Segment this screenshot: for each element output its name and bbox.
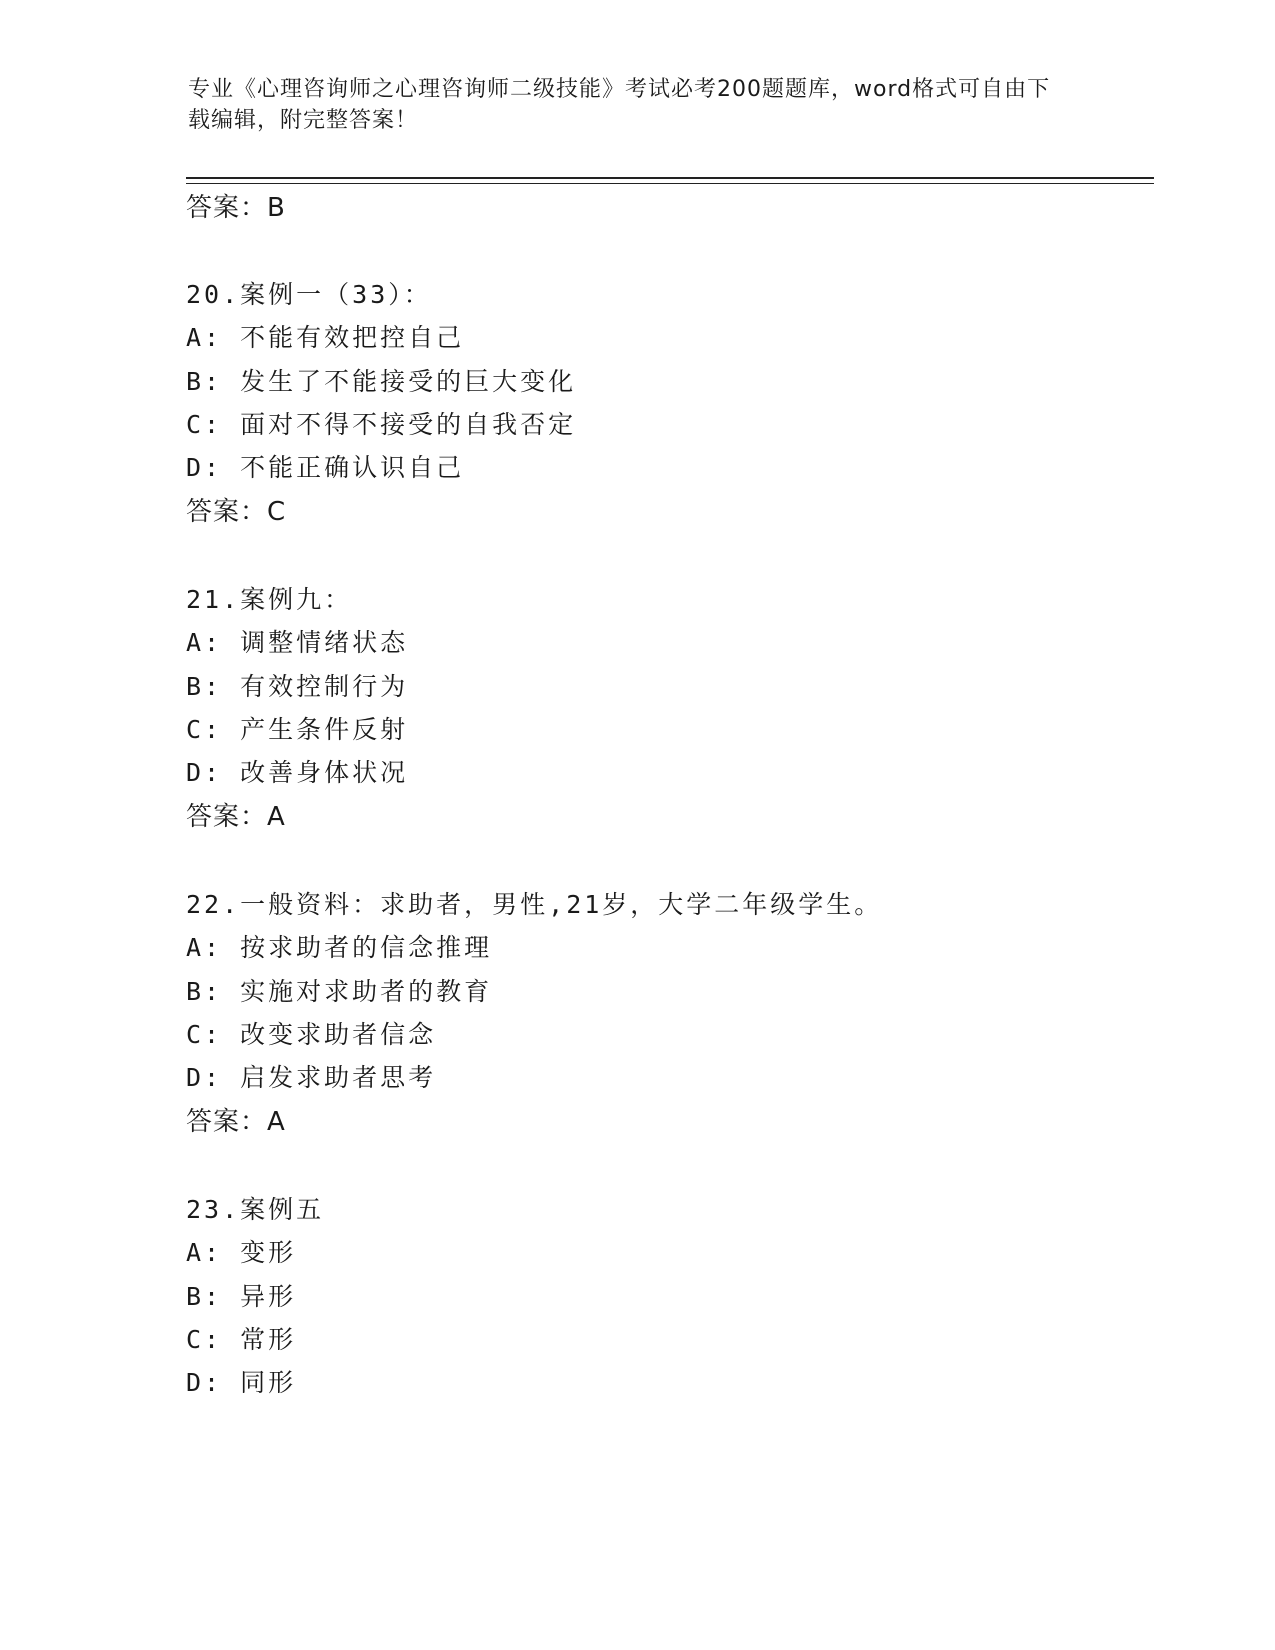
question-stem: 23.案例五 <box>186 1195 325 1224</box>
option-c: C: 面对不得不接受的自我否定 <box>186 410 577 439</box>
option-a: A: 调整情绪状态 <box>186 628 409 657</box>
option-d: D: 改善身体状况 <box>186 758 409 787</box>
question-stem: 20.案例一（33）： <box>186 280 432 309</box>
document-header: 专业《心理咨询师之心理咨询师二级技能》考试必考200题题库，word格式可自由下载编辑，附完整答案！ <box>188 77 1051 133</box>
question-stem: 22.一般资料：求助者，男性,21岁，大学二年级学生。 <box>186 890 883 919</box>
option-c: C: 改变求助者信念 <box>186 1020 437 1049</box>
option-d: D: 同形 <box>186 1368 297 1397</box>
question-stem: 21.案例九： <box>186 585 353 614</box>
option-c: C: 常形 <box>186 1325 297 1354</box>
option-a: A: 变形 <box>186 1238 297 1267</box>
option-d: D: 启发求助者思考 <box>186 1063 437 1092</box>
option-b: B: 有效控制行为 <box>186 672 409 701</box>
header-divider-thick <box>186 177 1154 179</box>
option-b: B: 异形 <box>186 1282 297 1311</box>
answer-label: 答案：A <box>186 1107 286 1137</box>
option-a: A: 不能有效把控自己 <box>186 323 465 352</box>
answer-label: 答案：C <box>186 497 287 527</box>
option-d: D: 不能正确认识自己 <box>186 453 465 482</box>
option-c: C: 产生条件反射 <box>186 715 409 744</box>
answer-label: 答案：B <box>186 193 286 223</box>
header-divider-thin <box>186 183 1154 184</box>
option-a: A: 按求助者的信念推理 <box>186 933 493 962</box>
option-b: B: 实施对求助者的教育 <box>186 977 493 1006</box>
option-b: B: 发生了不能接受的巨大变化 <box>186 367 577 396</box>
answer-label: 答案：A <box>186 802 286 832</box>
